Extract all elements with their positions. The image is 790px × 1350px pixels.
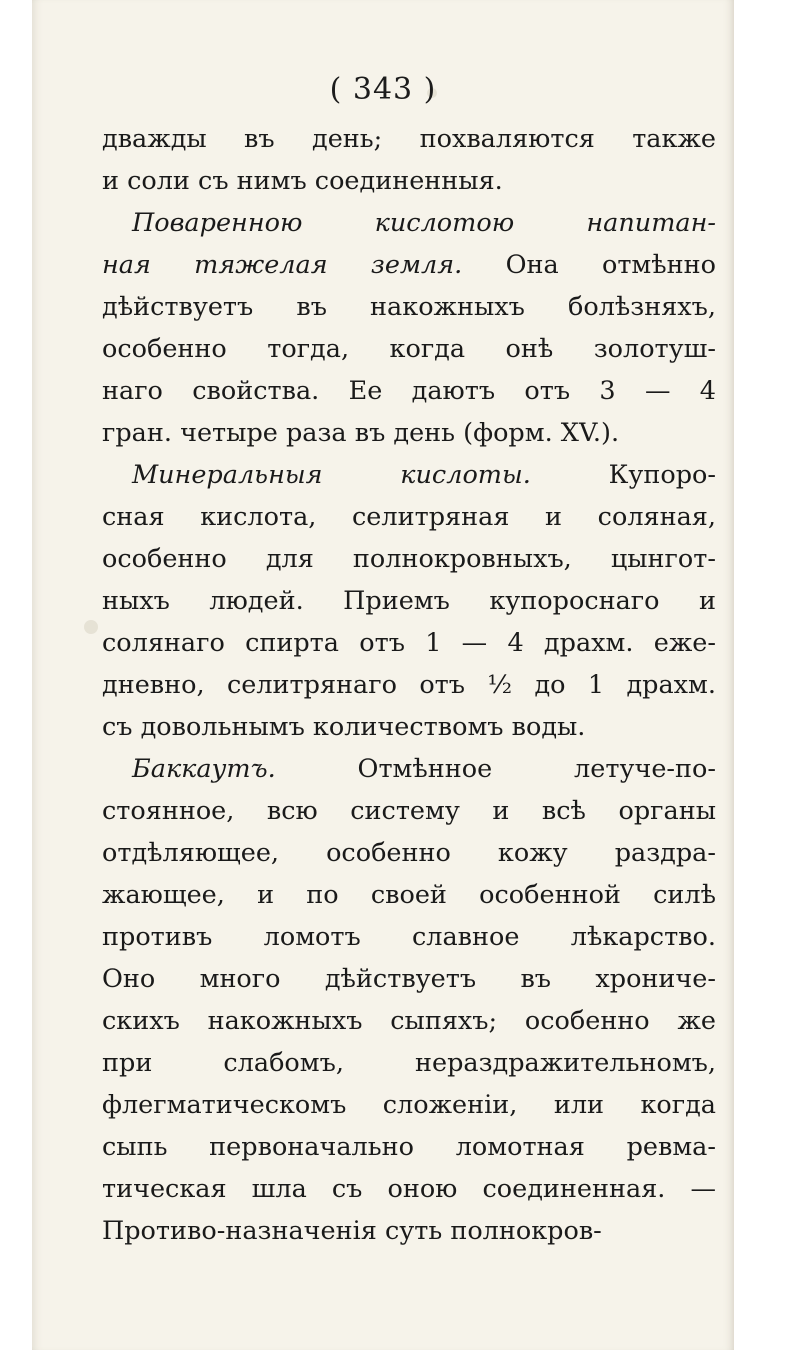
- text-line: [102, 118, 716, 160]
- italic-heading: ная тяжелая земля.: [102, 250, 463, 280]
- text-segment: скихъ накожныхъ сыпяхъ; особенно же: [102, 1006, 716, 1036]
- italic-heading: Минеральныя кислоты.: [132, 460, 531, 490]
- book-page: [32, 0, 734, 1350]
- text-segment: жающее, и по своей особенной силѣ: [102, 880, 716, 910]
- text-line: [102, 958, 716, 1000]
- text-segment: сная кислота, селитряная и соляная,: [102, 502, 716, 532]
- text-line: [102, 916, 716, 958]
- text-line: [102, 1000, 716, 1042]
- text-segment: дневно, селитрянаго отъ ½ до 1 драхм.: [102, 670, 716, 700]
- ink-smudge: [84, 620, 98, 634]
- text-line: [102, 580, 716, 622]
- text-line: [102, 202, 716, 244]
- text-line: [102, 1126, 716, 1168]
- italic-heading: Баккаутъ.: [132, 754, 276, 784]
- text-segment: и соли съ нимъ соединенныя.: [102, 166, 503, 196]
- text-segment: съ довольнымъ количествомъ воды.: [102, 712, 586, 742]
- text-line: [102, 832, 716, 874]
- text-segment: дважды въ день; похваляются также: [102, 124, 716, 154]
- text-line: [102, 1084, 716, 1126]
- text-line: [102, 286, 716, 328]
- text-segment: Она отмѣнно: [462, 250, 716, 280]
- text-segment: Купоро-: [530, 460, 716, 490]
- text-line: [102, 244, 716, 286]
- text-line: [102, 454, 716, 496]
- text-segment: дѣйствуетъ въ накожныхъ болѣзняхъ,: [102, 292, 716, 322]
- text-line: [102, 1210, 716, 1252]
- text-segment: особенно для полнокровныхъ, цынгот-: [102, 544, 716, 574]
- text-segment: гран. четыре раза въ день (форм. XV.).: [102, 418, 620, 448]
- text-segment: тическая шла съ оною соединенная. —: [102, 1174, 716, 1204]
- text-line: [102, 874, 716, 916]
- text-segment: Оно много дѣйствуетъ въ хрониче-: [102, 964, 716, 994]
- text-segment: особенно тогда, когда онѣ золотуш-: [102, 334, 716, 364]
- text-segment: сыпь первоначально ломотная ревма-: [102, 1132, 716, 1162]
- text-line: [102, 496, 716, 538]
- text-segment: Отмѣнное летуче-по-: [275, 754, 716, 784]
- text-segment: отдѣляющее, особенно кожу раздра-: [102, 838, 716, 868]
- text-line: [102, 748, 716, 790]
- page-number: ( 343 ): [329, 72, 437, 107]
- text-segment: противъ ломотъ славное лѣкарство.: [102, 922, 716, 952]
- body-text: [102, 118, 716, 1252]
- text-line: [102, 790, 716, 832]
- text-line: [102, 664, 716, 706]
- text-line: [102, 370, 716, 412]
- text-line: [102, 1168, 716, 1210]
- text-line: [102, 538, 716, 580]
- text-line: [102, 160, 716, 202]
- italic-heading: Поваренною кислотою напитан-: [132, 208, 716, 238]
- text-segment: стоянное, всю систему и всѣ органы: [102, 796, 716, 826]
- text-segment: Противо-назначенiя суть полнокров-: [102, 1216, 602, 1246]
- text-segment: флегматическомъ сложенiи, или когда: [102, 1090, 716, 1120]
- text-segment: наго свойства. Ее даютъ отъ 3 — 4: [102, 376, 716, 406]
- text-segment: солянаго спирта отъ 1 — 4 драхм. еже-: [102, 628, 716, 658]
- text-line: [102, 622, 716, 664]
- text-segment: при слабомъ, нераздражительномъ,: [102, 1048, 716, 1078]
- text-line: [102, 412, 716, 454]
- text-line: [102, 328, 716, 370]
- text-line: [102, 706, 716, 748]
- text-line: [102, 1042, 716, 1084]
- text-segment: ныхъ людей. Приемъ купороснаго и: [102, 586, 716, 616]
